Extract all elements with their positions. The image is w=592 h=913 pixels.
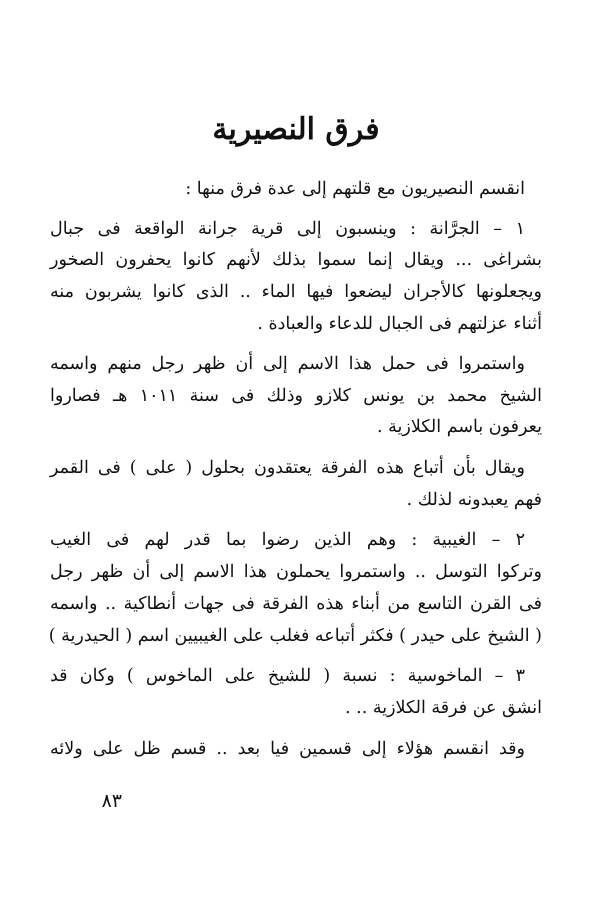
text-line-intro: انقسم النصيريون مع قلتهم إلى عدة فرق منها : (185, 179, 525, 199)
text-line-11: وتركوا التوسل .. واستمروا يحملون هذا الاسم إلى أن ظهر رجل (50, 562, 542, 582)
text-line-10: ٢ – الغيبية : وهم الذين رضوا بما قدر لهم فى الغيب (50, 530, 525, 550)
text-line-16: وقد انقسم هؤلاء إلى قسمين فيا بعد .. قسم ظل على ولائه (50, 739, 525, 759)
text-line-2: بشراغى ... ويقال إنما سموا بذلك لأنهم كانوا يحفرون الصخور (50, 250, 542, 270)
text-line-12: فى القرن التاسع من أبناء هذه الفرقة فى جهات أنطاكية .. واسمه (50, 594, 542, 614)
text-line-4: أثناء عزلتهم فى الجبال للدعاء والعبادة . (257, 314, 542, 334)
page-number: ٨٣ (101, 790, 122, 812)
text-line-7: يعرفون باسم الكلازية . (377, 417, 542, 437)
text-line-13: ( الشيخ على حيدر ) فكثر أتباعه فغلب على الغيبيين اسم ( الحيدرية ) (48, 626, 542, 646)
chapter-title: فرق النصيرية (212, 112, 380, 147)
text-line-6: الشيخ محمد بن يونس كلازو وذلك فى سنة ١٠١١ هـ فصاروا (50, 386, 542, 406)
text-line-14: ٣ – الماخوسية : نسبة ( للشيخ على الماخوس ) وكان قد (50, 666, 525, 686)
text-line-9: فهم يعبدونه لذلك . (406, 490, 542, 510)
text-line-1: ١ – الجرَّانة : وينسبون إلى قرية جرانة الواقعة فى جبال (50, 219, 525, 239)
text-line-3: ويجعلونها كالأجران ليضعوا فيها الماء .. الذى كانوا يشربون منه (50, 282, 542, 302)
text-line-8: ويقال بأن أتباع هذه الفرقة يعتقدون بحلول ( على ) فى القمر (50, 458, 525, 478)
text-line-15: انشق عن فرقة الكلازية .. . (345, 698, 542, 718)
text-line-5: واستمروا فى حمل هذا الاسم إلى أن ظهر رجل منهم واسمه (50, 354, 525, 374)
